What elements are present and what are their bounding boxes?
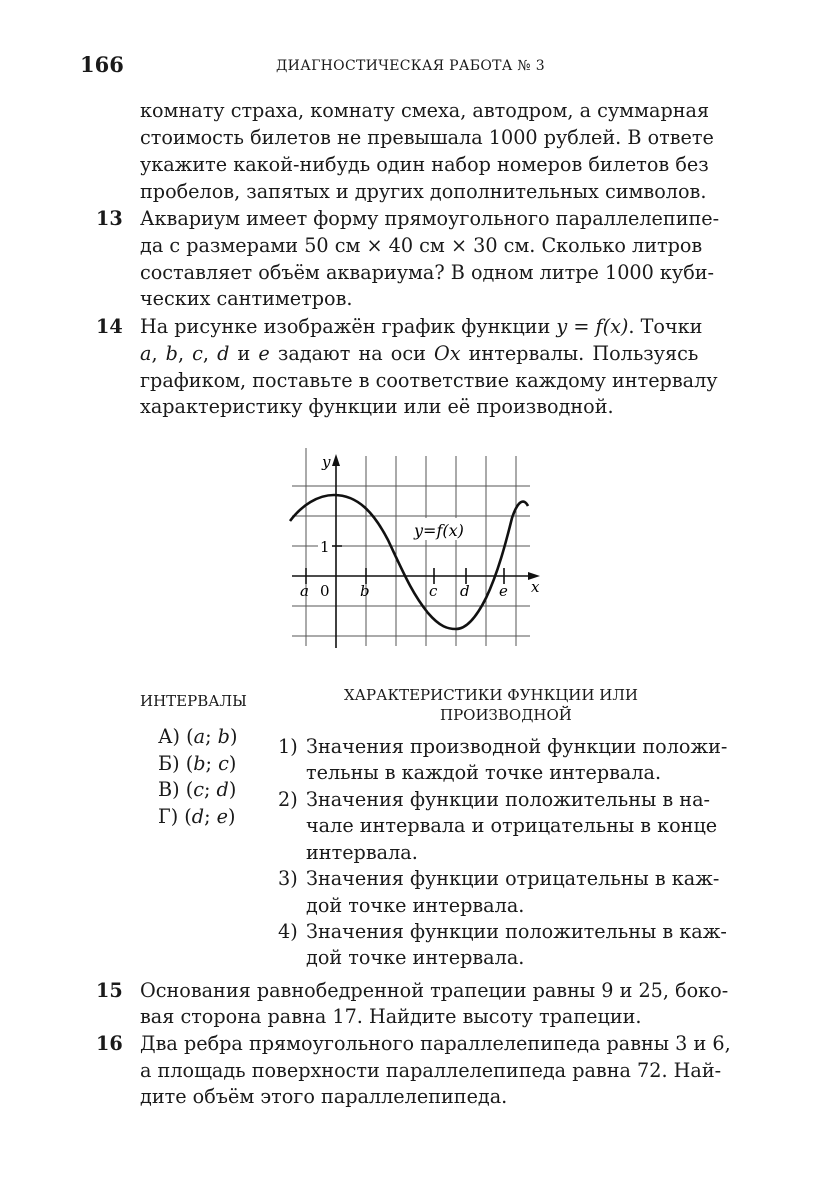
point-c-label: c	[429, 582, 438, 600]
task14-line	[140, 314, 702, 340]
task12-line: стоимость билетов не превышала 1000 рублей. В ответе	[140, 126, 714, 149]
interval-item: Б) (b; c)	[158, 752, 237, 775]
function-graph	[280, 448, 550, 658]
characteristic-line: интервала.	[306, 841, 418, 864]
interval-item: А) (a; b)	[158, 725, 238, 748]
characteristic-line: Значения функции положительны в каж-	[306, 920, 727, 943]
point-b-label: b	[360, 582, 370, 600]
page-number: 166	[80, 52, 124, 77]
task12-line: укажите какой-нибудь один набор номеров билетов без	[140, 153, 709, 176]
characteristics-header: ХАРАКТЕРИСТИКИ ФУНКЦИИ ИЛИ	[344, 686, 638, 704]
task16-line: дите объём этого параллелепипеда.	[140, 1085, 508, 1108]
curve-label: y=f(x)	[414, 521, 464, 540]
task16-number: 16	[96, 1032, 123, 1055]
task14-line: графиком, поставьте в соответствие каждому интервалу	[140, 369, 718, 392]
task15-line: вая сторона равна 17. Найдите высоту трапеции.	[140, 1005, 642, 1028]
task14-line: a, b, c, d и e задают на оси Ox интервалы. Пользуясь	[140, 342, 699, 365]
task14-text: задают на оси	[269, 342, 434, 365]
task16-line: Два ребра прямоугольного параллелепипеда равны 3 и 6,	[140, 1032, 731, 1055]
point-label: c	[192, 342, 203, 365]
characteristics-header: ПРОИЗВОДНОЙ	[440, 706, 572, 724]
axis-name: Ox	[433, 342, 461, 365]
task14-number: 14	[96, 315, 123, 338]
interval-item: В) (c; d)	[158, 778, 237, 801]
point-d-label: d	[460, 582, 470, 600]
characteristic-line: Значения функции положительны в на-	[306, 788, 711, 811]
task13-number: 13	[96, 207, 123, 230]
interval-item: Г) (d; e)	[158, 805, 236, 828]
characteristic-line: дой точке интервала.	[306, 894, 525, 917]
task14-text: . Точки	[628, 315, 703, 338]
characteristic-number: 1)	[278, 735, 298, 758]
task15-line: Основания равнобедренной трапеции равны 9 и 25, боко-	[140, 979, 729, 1002]
point-label: e	[258, 342, 270, 365]
origin-label: 0	[320, 582, 330, 600]
characteristic-line: тельны в каждой точке интервала.	[306, 761, 662, 784]
tick-label-one: 1	[320, 538, 330, 556]
point-label: d	[217, 342, 230, 365]
function-curve	[290, 495, 528, 629]
point-label: b	[165, 342, 178, 365]
characteristic-number: 3)	[278, 867, 298, 890]
x-axis-label: x	[531, 578, 540, 596]
intervals-header: ИНТЕРВАЛЫ	[140, 692, 247, 710]
task14-line: характеристику функции или её производной.	[140, 395, 614, 418]
characteristic-line: Значения функции отрицательны в каж-	[306, 867, 720, 890]
task12-line: пробелов, запятых и других дополнительных символов.	[140, 180, 707, 203]
point-e-label: e	[499, 582, 508, 600]
y-axis-label: y	[322, 453, 331, 471]
running-title: ДИАГНОСТИЧЕСКАЯ РАБОТА № 3	[276, 58, 545, 74]
task14-formula: y = f(x)	[556, 315, 629, 338]
characteristic-line: Значения производной функции положи-	[306, 735, 728, 758]
task13-line: да с размерами 50 см × 40 см × 30 см. Сколько литров	[140, 234, 703, 257]
y-axis-arrow	[332, 454, 340, 466]
characteristic-number: 4)	[278, 920, 298, 943]
task16-line: а площадь поверхности параллелепипеда равна 72. Най-	[140, 1059, 722, 1082]
point-a-label: a	[300, 582, 309, 600]
task13-line: Аквариум имеет форму прямоугольного параллелепипе-	[140, 207, 720, 230]
task12-line: комнату страха, комнату смеха, автодром, а суммарная	[140, 99, 710, 122]
task13-line: ческих сантиметров.	[140, 287, 353, 310]
task14-text: На рисунке изображён график функции	[140, 315, 557, 338]
characteristic-line: чале интервала и отрицательны в конце	[306, 814, 718, 837]
characteristic-line: дой точке интервала.	[306, 946, 525, 969]
task15-number: 15	[96, 979, 123, 1002]
task14-text: интервалы. Пользуясь	[460, 342, 699, 365]
task13-line: составляет объём аквариума? В одном литре 1000 куби-	[140, 261, 715, 284]
characteristic-number: 2)	[278, 788, 298, 811]
point-label: a	[140, 342, 152, 365]
